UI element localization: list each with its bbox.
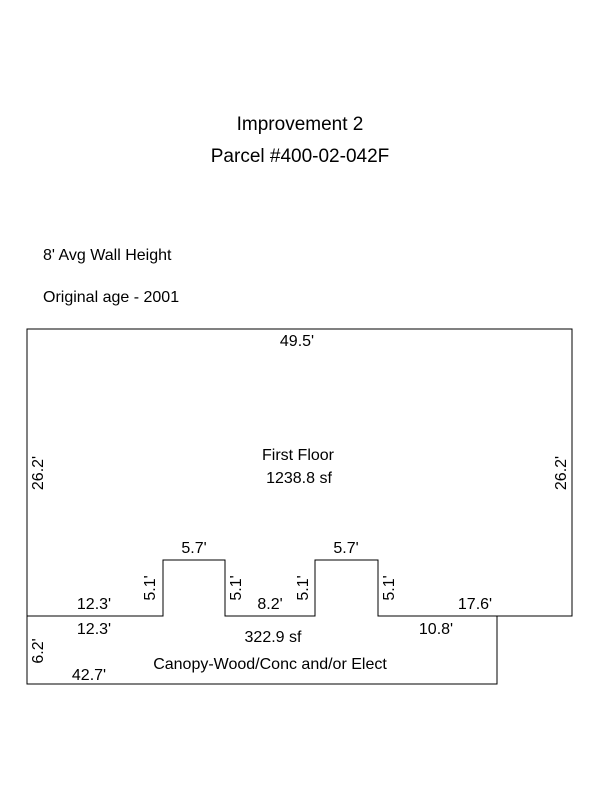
dim-notch1-top: 5.7' [181, 540, 207, 557]
canopy-label: Canopy-Wood/Conc and/or Elect [153, 656, 387, 673]
original-age-note: Original age - 2001 [43, 289, 180, 306]
first-floor-label: First Floor [262, 447, 334, 464]
dim-notch2-top: 5.7' [333, 540, 359, 557]
parcel-number: Parcel #400-02-042F [210, 146, 390, 167]
dim-left: 26.2' [30, 455, 47, 491]
dim-right: 26.2' [553, 455, 570, 491]
canopy-dim-bottom: 42.7' [71, 667, 107, 684]
canopy-dim-left: 6.2' [30, 638, 47, 664]
dim-notch1-right: 5.1' [228, 575, 245, 601]
dim-bottom-right: 17.6' [457, 596, 493, 613]
dim-between: 8.2' [257, 596, 283, 613]
diagram-title: Improvement 2 [236, 114, 364, 135]
dim-notch2-left: 5.1' [295, 575, 312, 601]
dim-notch1-left: 5.1' [142, 575, 159, 601]
canopy-dim-top-right: 10.8' [418, 621, 454, 638]
wall-height-note: 8' Avg Wall Height [43, 247, 172, 264]
dim-notch2-right: 5.1' [381, 575, 398, 601]
canopy-area: 322.9 sf [244, 629, 302, 646]
dim-top: 49.5' [279, 333, 315, 350]
first-floor-area: 1238.8 sf [266, 470, 332, 487]
canopy-dim-top-left: 12.3' [76, 621, 112, 638]
dim-bottom-left: 12.3' [76, 596, 112, 613]
